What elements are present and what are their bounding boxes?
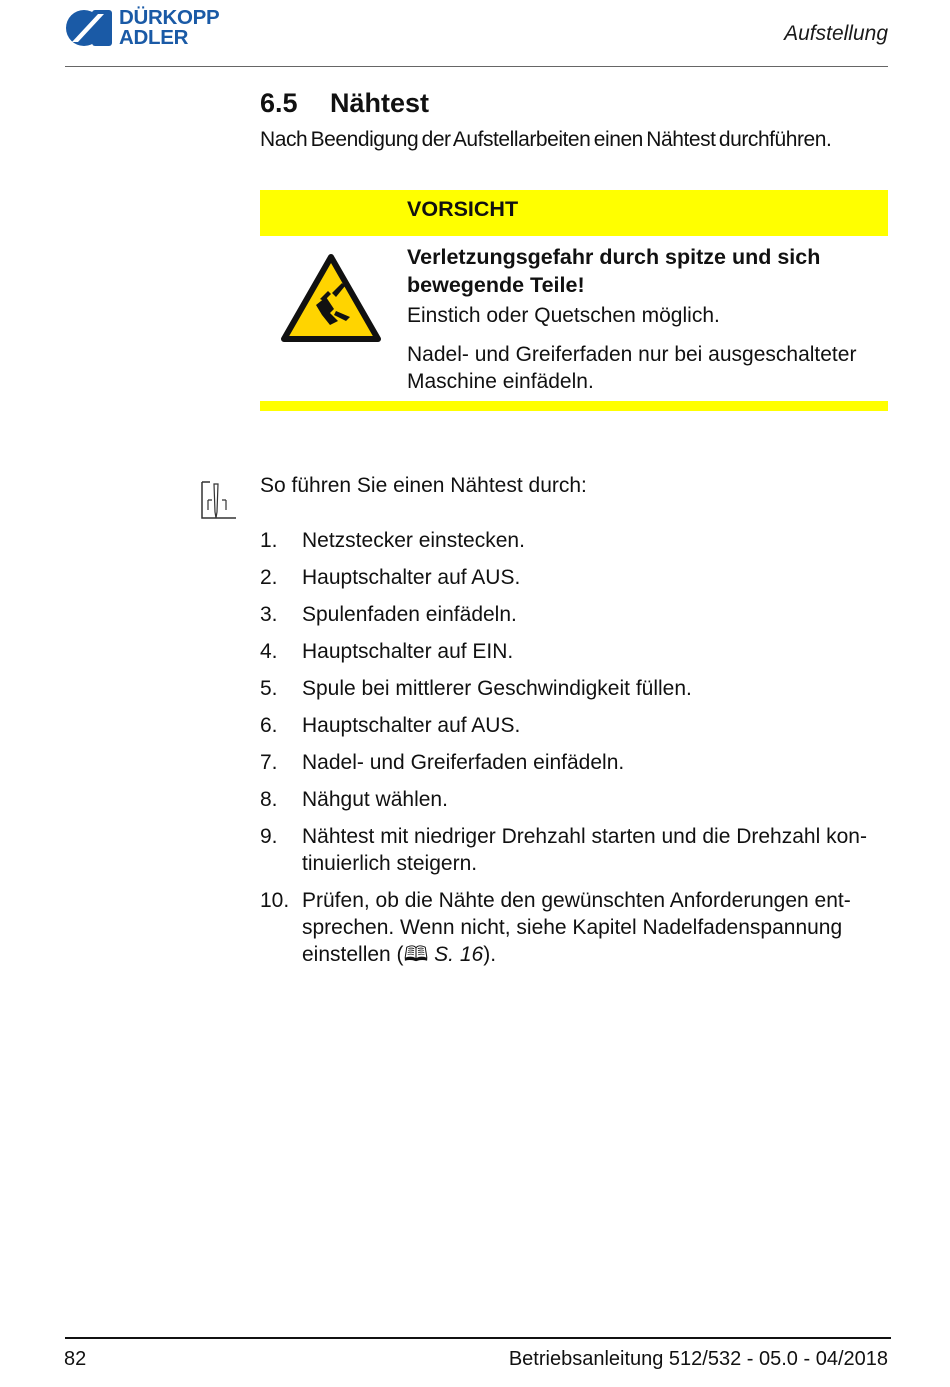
step-number: 6. (260, 714, 278, 737)
step-item (260, 712, 890, 739)
footer-rule (65, 1337, 891, 1339)
document-reference: Betriebsanleitung 512/532 - 05.0 - 04/2018 (508, 1348, 888, 1370)
step-number: 2. (260, 566, 278, 589)
step-item (260, 675, 890, 702)
running-header-section: Aufstellung (784, 22, 888, 45)
step-text: Nähgut wählen. (302, 788, 448, 811)
brand-line2: ADLER (119, 26, 189, 49)
step-number: 7. (260, 751, 278, 774)
needle-icon (200, 480, 238, 520)
warning-header-band (260, 190, 888, 236)
step-number: 4. (260, 640, 278, 663)
warning-text-2: Nadel- und Greiferfaden nur bei ausgeschalteter Maschine einfädeln. (407, 343, 857, 393)
step-item (260, 564, 890, 591)
step-item (260, 638, 890, 665)
warning-bottom-band (260, 401, 888, 411)
step-number: 8. (260, 788, 278, 811)
step-text: Hauptschalter auf AUS. (302, 714, 521, 737)
page-number: 82 (64, 1348, 87, 1370)
step-number: 10. (260, 889, 290, 912)
step-text: Spule bei mittlerer Geschwindigkeit füllen. (302, 677, 692, 700)
step-number: 3. (260, 603, 278, 626)
logo-mark-icon (64, 8, 114, 48)
header-rule (65, 66, 888, 67)
hand-crush-hazard-icon (280, 253, 382, 343)
step-text: Prüfen, ob die Nähte den gewünschten Anforderungen ent-sprechen. Wenn nicht, siehe Kapitel Nadelfadenspannung einstellen ( (302, 889, 851, 966)
procedure-intro: So führen Sie einen Nähtest durch: (260, 474, 587, 497)
step-item (260, 823, 890, 877)
step-item (260, 786, 890, 813)
section-intro: Nach Beendigung der Aufstellarbeiten einen Nähtest durchführen. (260, 128, 832, 151)
page-reference-link[interactable]: S. 16 (434, 943, 484, 966)
step-item (260, 527, 890, 554)
step-item (260, 601, 890, 628)
step-text-end: ). (483, 943, 497, 966)
section-title: Nähtest (330, 88, 430, 118)
step-number: 9. (260, 825, 278, 848)
section-number: 6.5 (260, 88, 298, 118)
step-text: Netzstecker einstecken. (302, 529, 525, 552)
step-item (260, 887, 890, 968)
step-text: Spulenfaden einfädeln. (302, 603, 517, 626)
step-text: Hauptschalter auf EIN. (302, 640, 514, 663)
step-number: 1. (260, 529, 278, 552)
warning-text-1: Einstich oder Quetschen möglich. (407, 304, 720, 327)
step-text: Nadel- und Greiferfaden einfädeln. (302, 751, 625, 774)
brand-line1: DÜRKOPP (119, 6, 220, 29)
step-item (260, 749, 890, 776)
step-text: Nähtest mit niedriger Drehzahl starten und die Drehzahl kon-tinuierlich steigern. (302, 825, 867, 875)
warning-label: VORSICHT (407, 197, 519, 221)
step-text: Hauptschalter auf AUS. (302, 566, 521, 589)
book-icon: 🕮 (403, 943, 435, 966)
brand-logo (64, 8, 234, 50)
step-number: 5. (260, 677, 278, 700)
brand-name (119, 8, 219, 48)
procedure-steps (260, 527, 890, 978)
warning-headline: Verletzungsgefahr durch spitze und sich bewegende Teile! (407, 245, 821, 297)
